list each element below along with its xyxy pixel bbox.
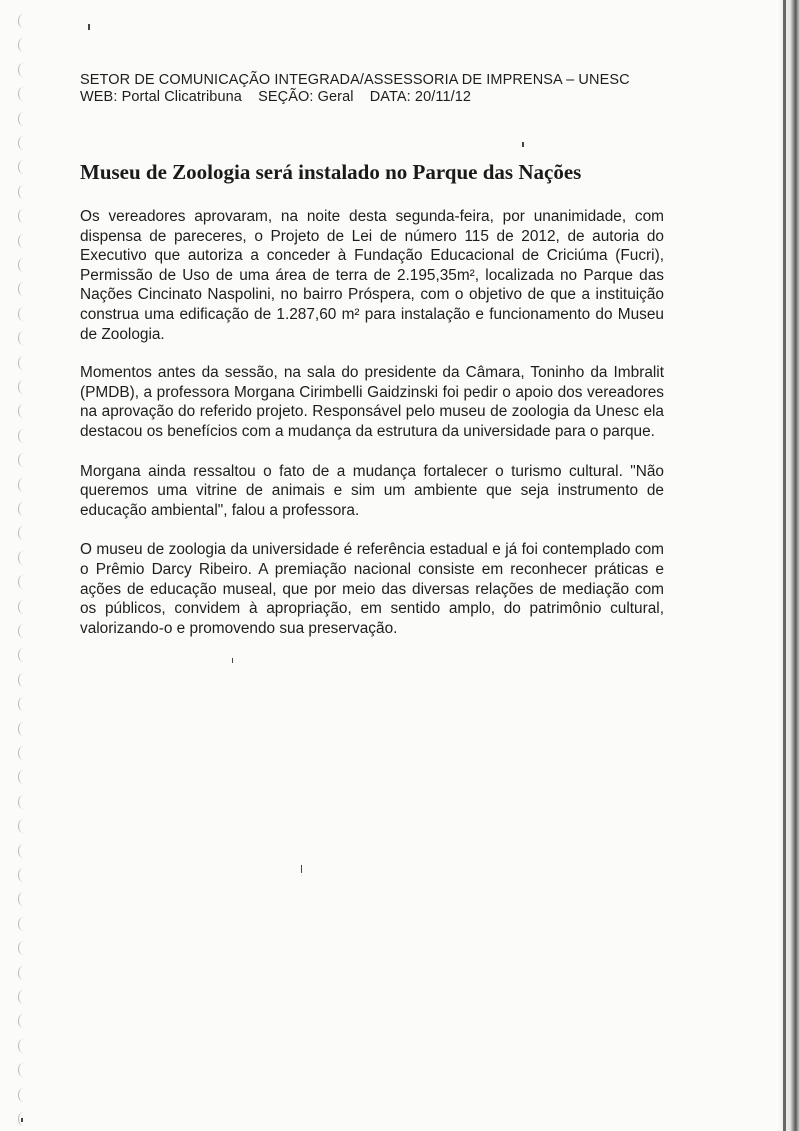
- binder-hole: [18, 844, 29, 858]
- binder-hole: [18, 234, 29, 248]
- binder-hole: [18, 941, 29, 955]
- binder-hole: [18, 819, 29, 833]
- header-department: SETOR DE COMUNICAÇÃO INTEGRADA/ASSESSORIA DE IMPRENSA – UNESC: [80, 72, 630, 88]
- binder-hole: [18, 526, 29, 540]
- binder-hole: [18, 551, 29, 565]
- article-paragraph: Os vereadores aprovaram, na noite desta segunda-feira, por unanimidade, com dispensa de pareceres, o Projeto de Lei de número 115 de 2012, de autoria do Executivo que autoriza a conceder à Fundação Educacional de Criciúma (Fucri), Permissão de Uso de uma área de terra de 2.195,35m², localizada no Parque das Nações Cincinato Naspolini, no bairro Próspera, com o objetivo de que a instituição construa uma edificação de 1.287,60 m² para instalação e funcionamento do Museu de Zoologia.: [80, 208, 664, 343]
- binder-hole: [18, 746, 29, 760]
- binder-hole: [18, 453, 29, 467]
- binder-hole: [18, 331, 29, 345]
- binder-hole: [18, 356, 29, 370]
- binder-hole: [18, 600, 29, 614]
- binder-hole: [18, 648, 29, 662]
- binder-hole: [18, 770, 29, 784]
- article-paragraph: O museu de zoologia da universidade é referência estadual e já foi contemplado com o Prêmio Darcy Ribeiro. A premiação nacional consiste em reconhecer práticas e ações de educação museal, que por meio das diversas relações de mediação com os públicos, convidem à apropriação, em sentido amplo, do patrimônio cultural, valorizando-o e promovendo sua preservação.: [80, 541, 664, 637]
- binder-hole: [18, 1088, 29, 1102]
- binder-hole: [18, 917, 29, 931]
- article-paragraph: Momentos antes da sessão, na sala do presidente da Câmara, Toninho da Imbralit (PMDB), a professora Morgana Cirimbelli Gaidzinski foi pedir o apoio dos vereadores na aprovação do referido projeto. Responsável pelo museu de zoologia da Unesc ela destacou os benefícios com a mudança da estrutura da universidade para o parque.: [80, 364, 664, 440]
- binder-hole: [18, 63, 29, 77]
- binder-hole: [18, 14, 29, 28]
- binder-hole: [18, 673, 29, 687]
- article-paragraph: Morgana ainda ressaltou o fato de a mudança fortalecer o turismo cultural. "Não queremos uma vitrine de animais e sim um ambiente que seja instrumento de educação ambiental", falou a professora.: [80, 462, 664, 519]
- binder-hole: [18, 1039, 29, 1053]
- header-date: DATA: 20/11/12: [369, 89, 472, 105]
- scan-speck: [232, 658, 233, 663]
- binder-hole: [18, 429, 29, 443]
- scan-edge-shadow: [778, 0, 800, 1131]
- binder-hole: [18, 404, 29, 418]
- binder-hole: [18, 258, 29, 272]
- binder-hole: [18, 624, 29, 638]
- binder-hole: [18, 185, 29, 199]
- scan-speck: [88, 24, 90, 30]
- binder-hole: [18, 868, 29, 882]
- binder-hole: [18, 575, 29, 589]
- binder-hole: [18, 892, 29, 906]
- binder-hole: [18, 380, 29, 394]
- binder-hole: [18, 87, 29, 101]
- binder-hole: [18, 307, 29, 321]
- scan-speck: [522, 142, 524, 147]
- binder-hole: [18, 209, 29, 223]
- scan-speck: [21, 1118, 23, 1122]
- header-meta: [80, 89, 680, 106]
- binder-hole: [18, 1112, 29, 1126]
- binder-hole: [18, 502, 29, 516]
- header-section: SEÇÃO: Geral: [258, 89, 354, 105]
- scan-edge-line: [783, 0, 786, 1131]
- scan-speck: [301, 865, 302, 873]
- binder-hole: [18, 795, 29, 809]
- article-title: Museu de Zoologia será instalado no Parque das Nações: [80, 160, 582, 184]
- binder-hole: [18, 136, 29, 150]
- binder-hole: [18, 697, 29, 711]
- binder-hole: [18, 160, 29, 174]
- binder-hole: [18, 1063, 29, 1077]
- binder-hole: [18, 478, 29, 492]
- binder-hole: [18, 282, 29, 296]
- header-web: WEB: Portal Clicatribuna: [80, 89, 242, 105]
- binder-hole: [18, 990, 29, 1004]
- binder-hole: [18, 966, 29, 980]
- document-header: [80, 72, 680, 106]
- article-body: [80, 207, 664, 658]
- binder-hole: [18, 38, 29, 52]
- binder-holes: [18, 0, 32, 1131]
- binder-hole: [18, 112, 29, 126]
- binder-hole: [18, 722, 29, 736]
- binder-hole: [18, 1014, 29, 1028]
